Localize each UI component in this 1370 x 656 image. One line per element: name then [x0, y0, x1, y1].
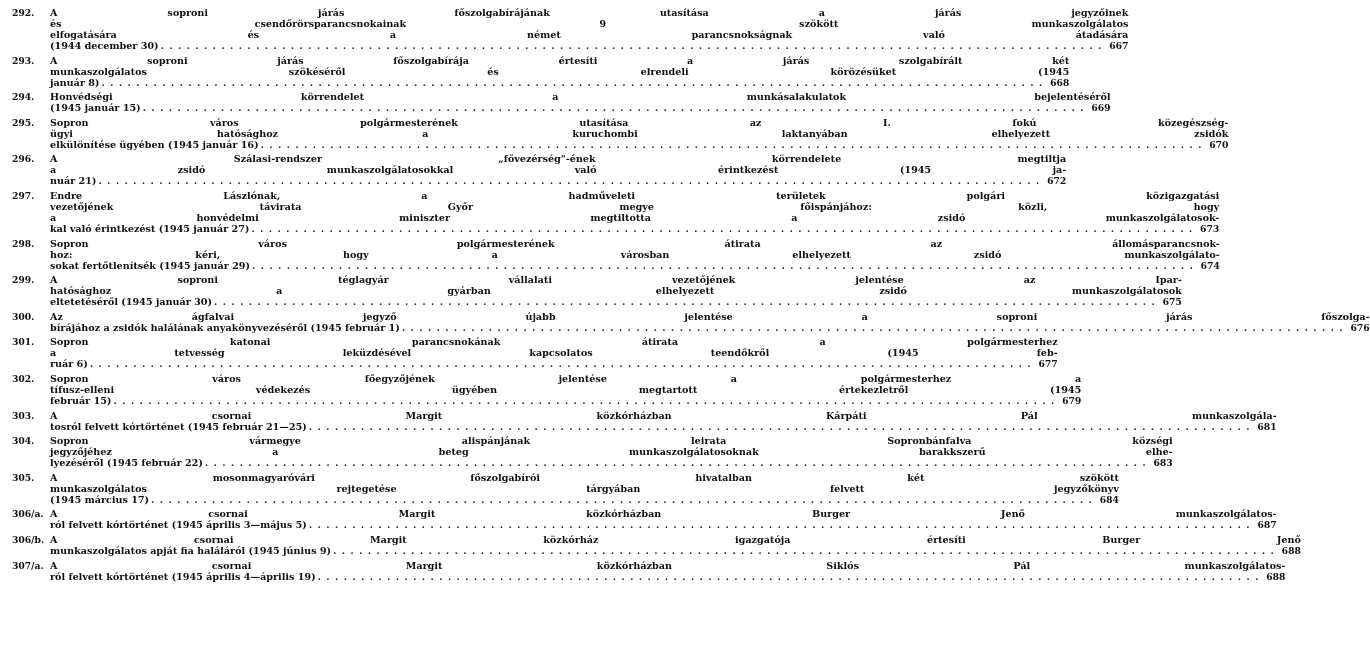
entry-last-line	[50, 323, 1370, 334]
entry-last-line-text: ról felvett kórtörténet (1945 április 4—április 19)	[50, 571, 316, 583]
page-number: 677	[1038, 359, 1058, 371]
page-number: 688	[1266, 571, 1286, 583]
entry-last-line-text: lyezéséről (1945 február 22)	[50, 458, 203, 470]
entry-description	[50, 239, 1220, 272]
page-number: 667	[1109, 41, 1129, 52]
entry-last-line	[50, 495, 1119, 506]
entry-last-line	[50, 359, 1058, 370]
entry-line: jegyzőjéhez a beteg munkaszolgálatosoknak barakkszerű elhe-	[50, 447, 1173, 459]
entry-line: és csendőrörsparancsnokainak 9 szökött munkaszolgálatos	[50, 19, 1129, 30]
page-number: 670	[1209, 139, 1229, 151]
page-number: 684	[1099, 494, 1119, 506]
entry-number: 306/b.	[12, 534, 45, 546]
dot-leader	[113, 396, 1055, 407]
toc-entry	[12, 410, 1277, 433]
entry-description	[50, 92, 1111, 114]
entry-description	[50, 275, 1182, 308]
entry-last-line	[50, 422, 1277, 433]
dot-leader	[252, 261, 1194, 272]
entry-number: 299.	[12, 275, 35, 287]
page-number: 675	[1162, 297, 1182, 309]
entry-last-line-text: bírájához a zsidók halálának anyakönyvezéséről (1945 február 1)	[50, 322, 400, 334]
toc-entry	[12, 311, 1370, 334]
entry-last-line	[50, 546, 1301, 557]
entry-line: A csornai Margit közkórházban Kárpáti Pál munkaszolgála-	[50, 410, 1277, 422]
entry-number: 301.	[12, 337, 35, 349]
entry-line: munkaszolgálatos rejtegetése tárgyában felvett jegyzőkönyv	[50, 483, 1119, 495]
entry-last-line	[50, 458, 1173, 469]
dot-leader	[318, 572, 1260, 583]
entry-line: hoz: kéri, hogy a városban elhelyezett zsidó munkaszolgálato-	[50, 249, 1220, 261]
entry-last-line-text: elkülönítése ügyében (1945 január 16)	[50, 139, 259, 151]
toc-entry	[12, 154, 1067, 188]
entry-last-line	[50, 297, 1182, 308]
entry-number: 294.	[12, 92, 35, 104]
entry-line: A Szálasi-rendszer „fővezérség"-ének körrendelete megtiltja	[50, 154, 1067, 166]
entry-number: 305.	[12, 472, 35, 484]
entry-line: A soproni járás főszolgabírájának utasítása a járás jegyzőinek	[50, 8, 1129, 19]
entry-description	[50, 337, 1058, 370]
toc-entry	[12, 238, 1220, 272]
dot-leader	[251, 224, 1193, 235]
entry-last-line-text: ruár 6)	[50, 359, 88, 371]
dot-leader	[309, 520, 1251, 531]
entry-description	[50, 509, 1277, 531]
entry-last-line	[50, 176, 1066, 187]
entry-line: A soproni járás főszolgabírája értesíti a járás szolgabírált két	[50, 55, 1070, 67]
entry-last-line-text: ról felvett kórtörténet (1945 április 3—május 5)	[50, 520, 307, 532]
entry-last-line-text: munkaszolgálatos apját fia haláláról (1945 június 9)	[50, 545, 332, 557]
entry-line: A csornai Margit közkórházban Burger Jenő munkaszolgálatos-	[50, 509, 1277, 521]
entry-line: a zsidó munkaszolgálatosokkal való érintkezést (1945 ja-	[50, 165, 1067, 177]
entry-description	[50, 56, 1069, 89]
page-number: 688	[1281, 545, 1301, 557]
entry-last-line-text: kal való érintkezést (1945 január 27)	[50, 223, 250, 235]
dot-leader	[161, 41, 1103, 52]
page-number: 676	[1350, 322, 1370, 334]
dot-leader	[214, 297, 1156, 308]
entry-description	[50, 191, 1219, 235]
entry-last-line-text: (1945 január 15)	[50, 103, 141, 115]
entry-line: a honvédelmi miniszter megtiltotta a zsidó munkaszolgálatosok-	[50, 212, 1220, 224]
entry-last-line	[50, 572, 1285, 583]
page-number: 687	[1257, 520, 1277, 532]
page-number: 679	[1062, 395, 1082, 407]
entry-line: vezetőjének távirata Győr megye főispánjához: közli, hogy	[50, 201, 1220, 213]
entry-number: 300.	[12, 311, 35, 323]
dot-leader	[90, 359, 1032, 370]
entry-description	[50, 312, 1370, 334]
entry-description	[50, 411, 1277, 433]
entry-last-line-text: (1945 március 17)	[50, 494, 150, 506]
page-number: 672	[1047, 176, 1067, 188]
toc-entry	[12, 337, 1058, 371]
entry-number: 296.	[12, 154, 35, 166]
entry-line: a tetvesség leküzdésével kapcsolatos teendőkről (1945 feb-	[50, 348, 1058, 360]
entry-last-line-text: február 15)	[50, 395, 112, 407]
entry-number: 292.	[12, 8, 35, 19]
entry-description	[50, 473, 1119, 506]
dot-leader	[309, 422, 1251, 433]
entry-line: Endre Lászlónak, a hadműveleti területek polgári közigazgatási	[50, 190, 1220, 202]
entry-description	[50, 8, 1128, 52]
entry-number: 295.	[12, 117, 35, 129]
dot-leader	[151, 495, 1093, 506]
toc-entry	[12, 534, 1301, 557]
entry-last-line	[50, 224, 1219, 235]
entry-line: Sopron város polgármesterének utasítása az I. fokú közegészség-	[50, 117, 1229, 129]
entry-last-line-text: eltetetéséről (1945 január 30)	[50, 297, 213, 309]
entry-line: tífusz-elleni védekezés ügyében megtartott értekezletről (1945	[50, 384, 1082, 396]
entry-line: A mosonmagyaróvári főszolgabírói hivatalban két szökött	[50, 472, 1119, 484]
entry-description	[50, 154, 1066, 187]
page-number: 674	[1200, 260, 1220, 272]
entry-last-line	[50, 41, 1128, 52]
dot-leader	[101, 78, 1043, 89]
dot-leader	[205, 458, 1147, 469]
entry-line: Sopron katonai parancsnokának átirata a polgármesterhez	[50, 337, 1058, 349]
entry-last-line	[50, 396, 1081, 407]
entry-description	[50, 535, 1301, 557]
entry-last-line	[50, 140, 1228, 151]
toc-entry	[12, 509, 1277, 532]
entry-number: 304.	[12, 436, 35, 448]
page-number: 673	[1200, 223, 1220, 235]
entry-line: Sopron város főegyzőjének jelentése a polgármesterhez a	[50, 373, 1082, 385]
toc-entry	[12, 373, 1082, 407]
entry-line: A soproni téglagyár vállalati vezetőjének jelentése az Ipar-	[50, 275, 1182, 287]
dot-leader	[402, 323, 1344, 334]
toc-entry	[12, 190, 1220, 235]
entry-number: 302.	[12, 373, 35, 385]
entry-last-line-text: tosról felvett kórtörténet (1945 február 21—25)	[50, 421, 307, 433]
entry-last-line-text: nuár 21)	[50, 176, 97, 188]
dot-leader	[98, 176, 1040, 187]
toc-entry	[12, 117, 1229, 151]
dot-leader	[261, 140, 1203, 151]
toc-entry	[12, 472, 1119, 506]
entry-last-line	[50, 103, 1111, 114]
entry-line: munkaszolgálatos szökéséről és elrendeli körözésüket (1945	[50, 66, 1070, 78]
page-number: 668	[1050, 77, 1070, 89]
entry-last-line-text: sokat fertőtlenítsék (1945 január 29)	[50, 260, 250, 272]
entry-last-line	[50, 261, 1220, 272]
entry-line: Honvédségi körrendelet a munkásalakulatok bejelentéséről	[50, 92, 1111, 104]
page-number: 669	[1091, 103, 1111, 115]
entry-last-line	[50, 520, 1277, 531]
entry-last-line-text: január 8)	[50, 77, 100, 89]
entry-number: 297.	[12, 190, 35, 202]
entry-line: ügyi hatósághoz a kuruchombi laktanyában elhelyezett zsidók	[50, 128, 1229, 140]
entry-line: A csornai Margit közkórházban Siklós Pál munkaszolgálatos-	[50, 560, 1286, 572]
entry-description	[50, 436, 1173, 469]
entry-number: 303.	[12, 410, 35, 422]
entry-line: Az ágfalvai jegyző újabb jelentése a soproni járás főszolga-	[50, 311, 1370, 323]
entry-line: hatósághoz a gyárban elhelyezett zsidó munkaszolgálatosok	[50, 286, 1182, 298]
toc-entry	[12, 8, 1129, 52]
entry-line: A csornai Margit közkórház igazgatója értesíti Burger Jenő	[50, 534, 1301, 546]
entry-number: 293.	[12, 55, 35, 67]
dot-leader	[333, 546, 1275, 557]
toc-entry	[12, 92, 1111, 115]
entry-number: 306/a.	[12, 509, 44, 521]
entry-line: Sopron város polgármesterének átirata az állomásparancsnok-	[50, 238, 1220, 250]
entry-line: Sopron vármegye alispánjának leirata Sopronbánfalva községi	[50, 436, 1173, 448]
page-number: 683	[1153, 458, 1173, 470]
entry-last-line	[50, 78, 1069, 89]
entry-last-line-text: (1944 december 30)	[50, 41, 159, 52]
dot-leader	[143, 103, 1085, 114]
page-number: 681	[1257, 421, 1277, 433]
toc-entry	[12, 560, 1286, 583]
toc-entry	[12, 436, 1173, 470]
entry-description	[50, 118, 1228, 151]
entry-number: 298.	[12, 238, 35, 250]
entry-description	[50, 374, 1081, 407]
entry-number: 307/a.	[12, 560, 44, 572]
entry-description	[50, 561, 1285, 583]
toc-entry	[12, 275, 1182, 309]
toc-entry	[12, 55, 1070, 89]
entry-line: elfogatására és a német parancsnokságnak való átadására	[50, 30, 1129, 41]
